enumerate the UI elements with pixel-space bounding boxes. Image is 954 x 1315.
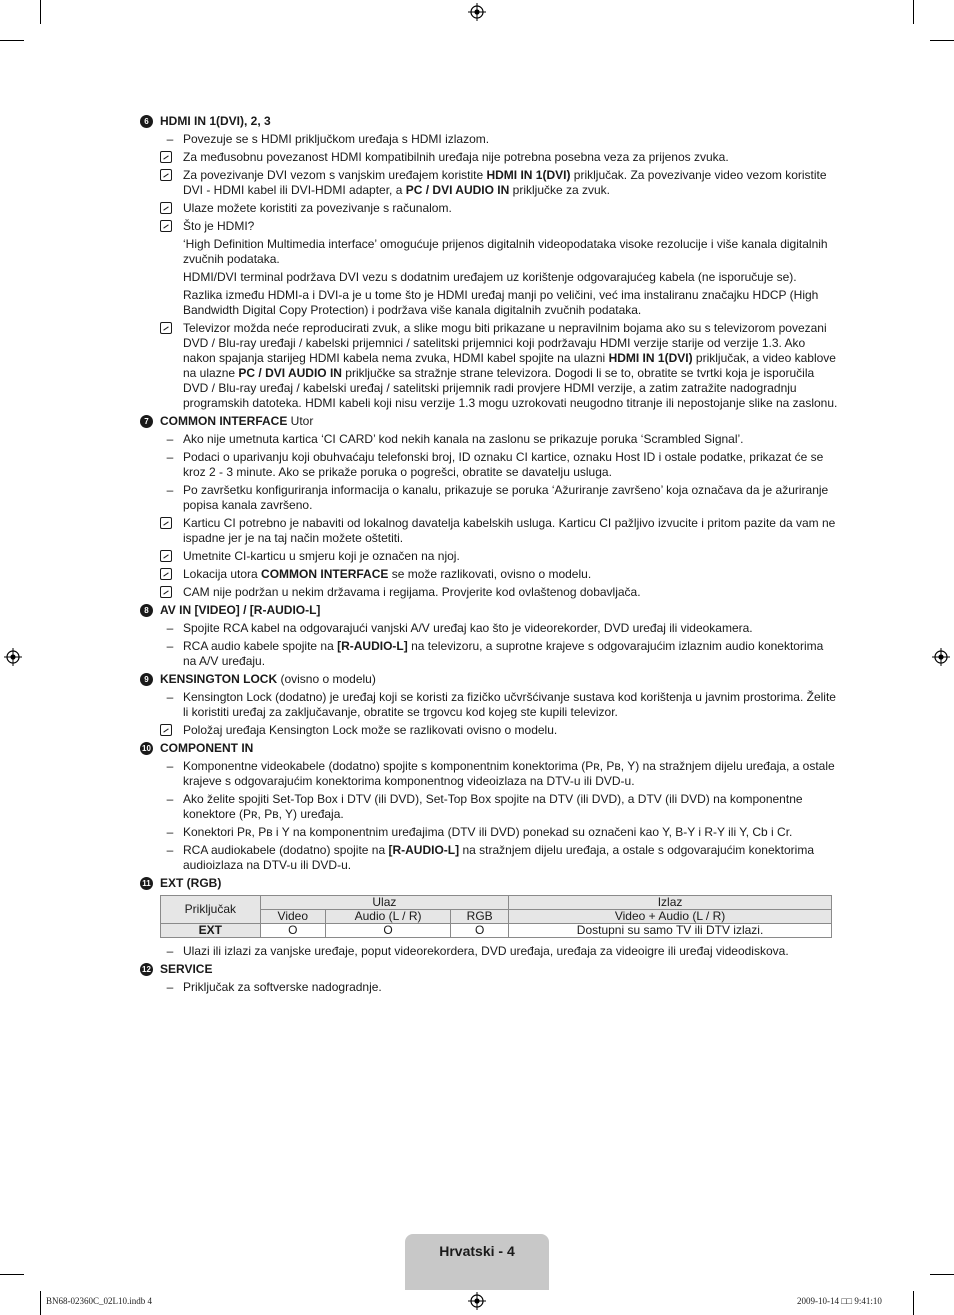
table-cell: O [325, 924, 450, 938]
item-text: Podaci o uparivanju koji obuhvaćaju telefonski broj, ID oznaku CI kartice, oznaku Host ID i ostale podatke, prikazat će se kroz 2 - 3 minute. Ako se prikaže poruka o pogrešci, obratite se davatelju usluga. [183, 450, 824, 479]
note-icon [160, 517, 172, 529]
dash-marker: – [166, 843, 174, 857]
note-item [138, 201, 838, 216]
continuation-paragraph: Razlika između HDMI-a i DVI-a je u tome što je HDMI uređaj manji po veličini, već ima instaliranu značajku HDCP (High Bandwidth Digital Copy Protection) i podržava više kanala digitalnih zvučnih podataka. [183, 288, 819, 317]
item-text: Spojite RCA kabel na odgovarajući vanjski A/V uređaj kao što je videorekorder, DVD uređaj ili videokamera. [183, 621, 753, 635]
item-text: Kensington Lock (dodatno) je uređaj koji se koristi za fizičko učvršćivanje sustava kod korištenja u javnim prostorima. Želite li koristiti uređaj za zaključavanje, obratite se trgovcu kod kojeg ste kupili televizor. [183, 690, 836, 719]
dash-item [138, 843, 838, 873]
note-item [138, 168, 838, 198]
table-cell: O [260, 924, 325, 938]
continuation-paragraph: HDMI/DVI terminal podržava DVI vezu s dodatnim uređajem uz korištenje odgovarajućeg kabela (ne isporučuje se). [183, 270, 797, 284]
dash-item [138, 825, 838, 840]
dash-marker: – [166, 980, 174, 994]
crop-mark [40, 0, 41, 24]
dash-marker: – [166, 792, 174, 806]
crop-mark [930, 1274, 954, 1275]
item-text: Ako nije umetnuta kartica ‘CI CARD’ kod nekih kanala na zaslonu se prikazuje poruka ‘Scrambled Signal’. [183, 432, 744, 446]
section-heading [138, 962, 838, 977]
item-text: Ulaze možete koristiti za povezivanje s računalom. [183, 201, 452, 215]
section [138, 962, 838, 995]
dash-marker: – [166, 621, 174, 635]
subheader-cell: Audio (L / R) [325, 910, 450, 924]
section-heading [138, 876, 838, 891]
subheader-cell: Video + Audio (L / R) [509, 910, 832, 924]
item-text: Po završetku konfiguriranja informacija o kanalu, prikazuje se poruka ‘Ažuriranje završeno’ koja označava da je ažuriranje popisa kanala završeno. [183, 483, 829, 512]
section-title-note: Utor [287, 414, 314, 428]
item-text: RCA audiokabele (dodatno) spojite na [R-AUDIO-L] na stražnjem dijelu uređaja, a ostale s odgovarajućim konektorima audioizlaza na DTV-u ili DVD-u. [183, 843, 814, 872]
connector-table [160, 895, 832, 938]
print-slug-right: 2009-10-14 □□ 9:41:10 [797, 1296, 882, 1306]
note-item [138, 516, 838, 546]
dash-marker: – [166, 450, 174, 464]
dash-marker: – [166, 639, 174, 653]
section-title: COMMON INTERFACE [160, 414, 288, 428]
dash-item [138, 759, 838, 789]
note-icon [160, 202, 172, 214]
section-number-icon: 10 [140, 742, 153, 755]
note-icon [160, 169, 172, 181]
section-title: KENSINGTON LOCK [160, 672, 278, 686]
note-item [138, 585, 838, 600]
bold-term: COMMON INTERFACE [261, 567, 389, 581]
registration-mark-icon [4, 648, 22, 666]
dash-marker: – [166, 132, 174, 146]
dash-marker: – [166, 944, 174, 958]
note-icon [160, 568, 172, 580]
item-text: Komponentne videokabele (dodatno) spojite s komponentnim konektorima (Pʀ, Pʙ, Y) na stražnjem dijelu uređaja, a ostale krajeve s odgovarajućim konektorima komponentnog videoizlaza na DTV-u ili DVD-u. [183, 759, 835, 788]
item-text: Ulazi ili izlazi za vanjske uređaje, poput videorekordera, DVD uređaja, uređaja za videoigre ili uređaj videodiskova. [183, 944, 789, 958]
page-number-tab [405, 1234, 549, 1290]
continuation-paragraph: ‘High Definition Multimedia interface’ omogućuje prijenos digitalnih videopodataka visoke rezolucije i više kanala digitalnih zvučnih podataka. [183, 237, 828, 266]
bold-term: [R-AUDIO-L] [388, 843, 460, 857]
section [138, 876, 838, 959]
dash-marker: – [166, 825, 174, 839]
row-label: EXT [198, 923, 222, 937]
dash-marker: – [166, 690, 174, 704]
item-text: Konektori Pʀ, Pʙ i Y na komponentnim uređajima (DTV ili DVD) ponekad su označeni kao Y, B-Y i R-Y ili Y, Cb i Cr. [183, 825, 793, 839]
subheader-cell: RGB [451, 910, 509, 924]
section-title: HDMI IN 1(DVI), 2, 3 [160, 114, 271, 128]
crop-mark [0, 1274, 24, 1275]
item-text: RCA audio kabele spojite na [R-AUDIO-L] na televizoru, a suprotne krajeve s odgovarajućim izlaznim audio konektorima na A/V uređaju. [183, 639, 824, 668]
dash-marker: – [166, 483, 174, 497]
note-icon [160, 322, 172, 334]
item-text: Priključak za softverske nadogradnje. [183, 980, 382, 994]
crop-mark [913, 0, 914, 24]
print-slug-left: BN68-02360C_02L10.indb 4 [46, 1296, 153, 1306]
dash-item [138, 980, 838, 995]
section-number-icon: 6 [140, 115, 153, 128]
section-title: COMPONENT IN [160, 741, 254, 755]
note-icon [160, 550, 172, 562]
item-text: CAM nije podržan u nekim državama i regijama. Provjerite kod ovlaštenog dobavljača. [183, 585, 641, 599]
document-body [138, 111, 838, 998]
note-icon [160, 724, 172, 736]
section-number-icon: 11 [140, 877, 153, 890]
section-number-icon: 7 [140, 415, 153, 428]
section-heading [138, 414, 838, 429]
item-text: Televizor možda neće reproducirati zvuk, a slike mogu biti prikazane u nepravilnim bojama ako su s televizorom povezani DVD / Blu-ray uređaji / kabelski prijemnici / satelitski prijemnici koji podržavaju HDMI verzije starije od verzije 1.3. Ako nakon spajanja starijeg HDMI kabela nema zvuka, HDMI kabel spojite na ulazni HDMI IN 1(DVI) priključak, a video kablove na ulazne PC / DVI AUDIO IN priključke sa stražnje strane televizora. Dogodi li se to, obratite se tvrtki koja je isporučila DVD / Blu-ray uređaj / kabelski uređaj / satelitski prijemnik radi provjere HDMI verzije, a zatim zatražite nadogradnju programskih datoteka. HDMI kabeli koji nisu verzije 1.3 mogu uzrokovati neugodno titranje ili nepostojanje slike na zaslonu. [183, 321, 838, 410]
section-title: AV IN [VIDEO] / [R-AUDIO-L] [160, 603, 321, 617]
section [138, 114, 838, 411]
section-heading [138, 603, 838, 618]
page-label: Hrvatski - 4 [439, 1243, 515, 1259]
section-heading [138, 114, 838, 129]
registration-mark-icon [932, 648, 950, 666]
item-text: Za međusobnu povezanost HDMI kompatibilnih uređaja nije potrebna posebna veza za prijenos zvuka. [183, 150, 729, 164]
header-cell: Ulaz [260, 896, 508, 910]
section [138, 672, 838, 738]
bold-term: HDMI IN 1(DVI) [486, 168, 571, 182]
dash-item [138, 639, 838, 669]
bold-term: PC / DVI AUDIO IN [405, 183, 510, 197]
item-text: Povezuje se s HDMI priključkom uređaja s HDMI izlazom. [183, 132, 490, 146]
table-cell: Dostupni su samo TV ili DTV izlazi. [509, 924, 832, 938]
row-label-cell [161, 924, 261, 938]
note-icon [160, 220, 172, 232]
bold-term: HDMI IN 1(DVI) [608, 351, 693, 365]
dash-marker: – [166, 759, 174, 773]
item-text: Za povezivanje DVI vezom s vanjskim uređajem koristite HDMI IN 1(DVI) priključak. Za povezivanje video vezom koristite DVI - HDMI kabel ili DVI-HDMI adapter, a PC / DVI AUDIO IN priključke za zvuk. [183, 168, 827, 197]
dash-item [138, 432, 838, 447]
item-text: Ako želite spojiti Set-Top Box i DTV (ili DVD), Set-Top Box spojite na DTV (ili DVD), a DTV (ili DVD) na komponentne konektore (Pʀ, Pʙ, Y) uređaja. [183, 792, 803, 821]
crop-mark [0, 40, 24, 41]
section-number-icon: 12 [140, 963, 153, 976]
subheader-cell: Video [260, 910, 325, 924]
section-heading [138, 672, 838, 687]
dash-item [138, 621, 838, 636]
dash-item [138, 690, 838, 720]
section-heading [138, 741, 838, 756]
dash-marker: – [166, 432, 174, 446]
table-row [161, 924, 832, 938]
header-cell: Priključak [161, 896, 261, 924]
crop-mark [40, 1291, 41, 1315]
note-item [138, 321, 838, 411]
table-subheader-row [161, 910, 832, 924]
item-text: Što je HDMI? [183, 219, 255, 233]
section-title: SERVICE [160, 962, 213, 976]
crop-mark [913, 1291, 914, 1315]
note-item [138, 150, 838, 165]
dash-item [138, 944, 838, 959]
section [138, 741, 838, 873]
note-item [138, 219, 838, 234]
bold-term: PC / DVI AUDIO IN [238, 366, 342, 380]
section-title: EXT (RGB) [160, 876, 222, 890]
item-text: Umetnite CI-karticu u smjeru koji je označen na njoj. [183, 549, 460, 563]
note-item [138, 549, 838, 564]
crop-mark [930, 40, 954, 41]
registration-mark-icon [468, 3, 486, 21]
note-item [138, 567, 838, 582]
item-text: Položaj uređaja Kensington Lock može se razlikovati ovisno o modelu. [183, 723, 558, 737]
table-cell: O [451, 924, 509, 938]
section-title-note: (ovisno o modelu) [277, 672, 376, 686]
dash-item [138, 483, 838, 513]
note-icon [160, 151, 172, 163]
item-text: Lokacija utora COMMON INTERFACE se može razlikovati, ovisno o modelu. [183, 567, 592, 581]
section [138, 603, 838, 669]
dash-item [138, 792, 838, 822]
dash-item [138, 450, 838, 480]
registration-mark-icon [468, 1292, 486, 1310]
note-item [138, 723, 838, 738]
section-number-icon: 9 [140, 673, 153, 686]
item-text: Karticu CI potrebno je nabaviti od lokalnog davatelja kabelskih usluga. Karticu CI pažljivo izvucite i pritom pazite da vam ne ispadne jer je na taj način možete oštetiti. [183, 516, 836, 545]
header-cell: Izlaz [509, 896, 832, 910]
table-header-row [161, 896, 832, 910]
note-icon [160, 586, 172, 598]
section-number-icon: 8 [140, 604, 153, 617]
bold-term: [R-AUDIO-L] [337, 639, 408, 653]
dash-item [138, 132, 838, 147]
section [138, 414, 838, 600]
